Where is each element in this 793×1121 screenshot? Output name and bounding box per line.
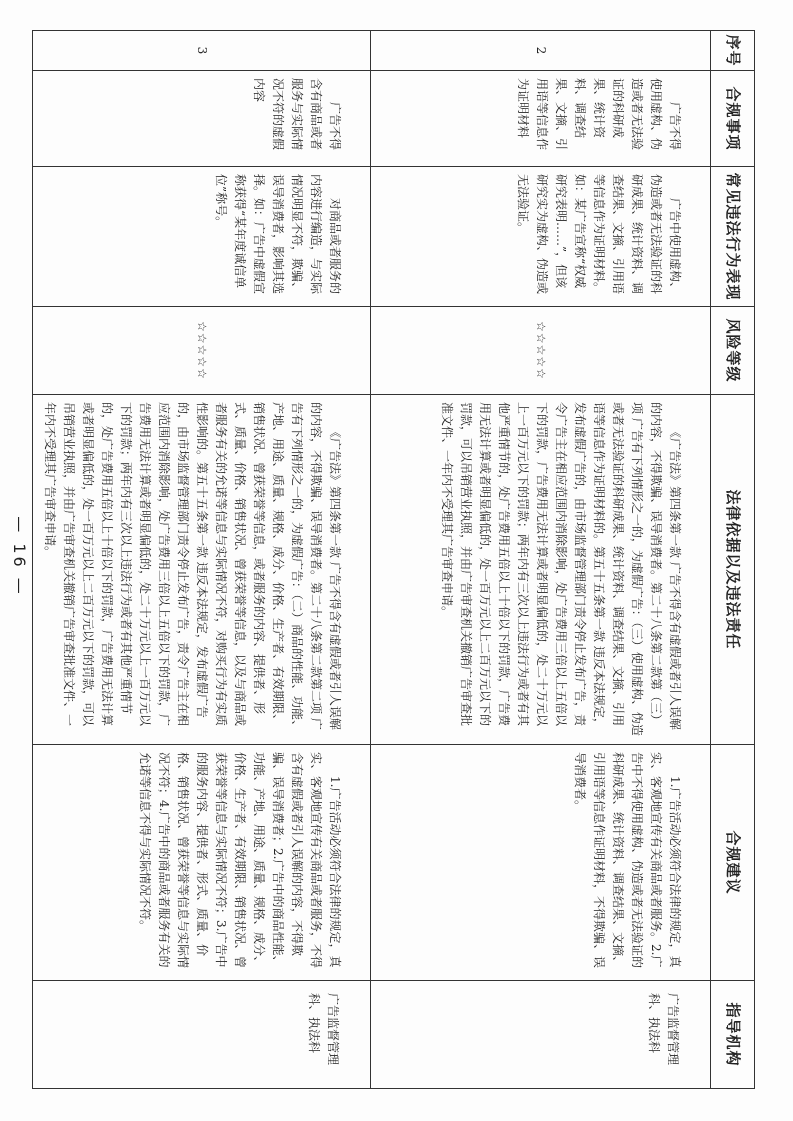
header-behavior: 常见违法行为表现 [711,167,755,307]
compliance-table [32,30,755,1089]
header-seq: 序号 [711,31,755,71]
row-item: 广告不得使用虚构、伪造或者无法验证的科研成果、统计资料、调查结果、文摘、引用语等信息作为证明材料 [516,78,682,151]
row-item-cell [33,71,371,167]
row-advice-cell [33,745,371,981]
header-agency: 指导机构 [711,981,755,1089]
row-behavior-cell [33,167,371,307]
header-risk: 风险等级 [711,307,755,395]
row-risk: ☆☆☆☆☆ [33,307,371,395]
row-agency: 广告监督管理科、执法科 [307,993,340,1066]
row-law-cell [33,395,371,745]
row-agency-cell [371,981,711,1089]
header-item: 合规事项 [711,71,755,167]
row-law-cell [371,395,711,745]
row-seq: 2 [371,31,711,71]
row-advice-cell [371,745,711,981]
row-seq: 3 [33,31,371,71]
row-item: 广告不得含有商品或者服务与实际情况不符的虚假内容 [252,78,342,151]
row-item-cell [371,71,711,167]
table-header-row [711,31,755,1089]
table-row [371,31,711,1089]
row-advice: 1.广告活动必须符合法律的规定，真实、客观地宣传有关商品或者服务，不得含有虚假或者引人误解的内容，不得欺骗、误导消费者；2.广告中的商品性能、功能、产地、用途、质量、规格、成分、价格、生产者、有效期限、销售状况、曾获荣誉等信息与实际情况不符；3.广告中的服务内容、提供者、形式、质量、价格、销售状况、曾获荣誉等信息与实际情况不符；4.广告中的商品或者服务有关的允诺等信息不得与实际情况不符。 [138,752,342,969]
row-law: 《广告法》第四条第一款 广告不得含有虚假或者引人误解的内容，不得欺骗、误导消费者。第二十八条第二款第二项 广告有下列情形之一的，为虚假广告：（二）商品的性能、功能、产地、用途、质量、规格、成分、价格、生产者、有效期限、销售状况、曾获荣誉等信息，或者服务的内容、提供者、形式、质量、价格、销售状况、曾获荣誉等信息，以及与商品或者服务有关的允诺等信息与实际情况不符，对购买行为有实质性影响的。第五十五条第一款 违反本法规定，发布虚假广告的，由市场监督管理部门责令停止发布广告，责令广告主在相应范围内消除影响，处广告费用三倍以上五倍以下的罚款，广告费用无法计算或者明显偏低的，处二十万元以上一百万元以下的罚款；两年内有三次以上违法行为或者有其他严重情节的，处广告费用五倍以上十倍以下的罚款，广告费用无法计算或者明显偏低的，处一百万元以上二百万元以下的罚款，可以吊销营业执照，并由广告审查机关撤销广告审查批准文件、一年内不受理其广告审查申请。 [43,402,342,733]
table-row [33,31,371,1089]
header-advice: 合规建议 [711,745,755,981]
row-risk: ☆☆☆☆☆ [371,307,711,395]
row-law: 《广告法》第四条第一款 广告不得含有虚假或者引人误解的内容，不得欺骗、误导消费者。第二十八条第二款第（三）项 广告有下列情形之一的，为虚假广告：（三）使用虚构、伪造或者无法验证的科研成果、统计资料、调查结果、文摘、引用语等信息作为证明材料的。第五十五条第一款 违反本法规定，发布虚假广告的，由市场监督管理部门责令停止发布广告，责令广告主在相应范围内消除影响，处广告费用三倍以上五倍以下的罚款，广告费用无法计算或者明显偏低的，处二十万元以上一百万元以下的罚款；两年内有三次以上违法行为或者有其他严重情节的，处广告费用五倍以上十倍以下的罚款，广告费用无法计算或者明显偏低的，处一百万元以上二百万元以下的罚款，可以吊销营业执照，并由广告审查机关撤销广告审查批准文件、一年内不受理其广告审查申请。 [440,402,682,736]
row-behavior: 广告中使用虚构、伪造或者无法验证的科研成果、统计资料、调查结果、文摘、引用语等信息作为证明材料。如：某广告宣称“权威研究表明……”，但该研究实为虚构、伪造或无法验证。 [516,174,682,295]
row-behavior: 对商品或者服务的内容进行编造，与实际情况明显不符，欺骗、误导消费者，影响其选择。如：广告中虚假宣称获得“某年度诚信单位”称号。 [214,174,342,295]
header-law: 法律依据以及违法责任 [711,395,755,745]
row-behavior-cell [371,167,711,307]
row-agency: 广告监督管理科、执法科 [647,993,680,1066]
row-advice: 1.广告活动必须符合法律的规定，真实、客观地宣传有关商品或者服务。2.广告中不得使用虚构、伪造或者无法验证的科研成果、统计资料、调查结果、文摘、引用语等信息作证明材料，不得欺骗、误导消费者。 [573,752,682,969]
row-agency-cell [33,981,371,1089]
page-number: — 16 — [10,516,29,597]
